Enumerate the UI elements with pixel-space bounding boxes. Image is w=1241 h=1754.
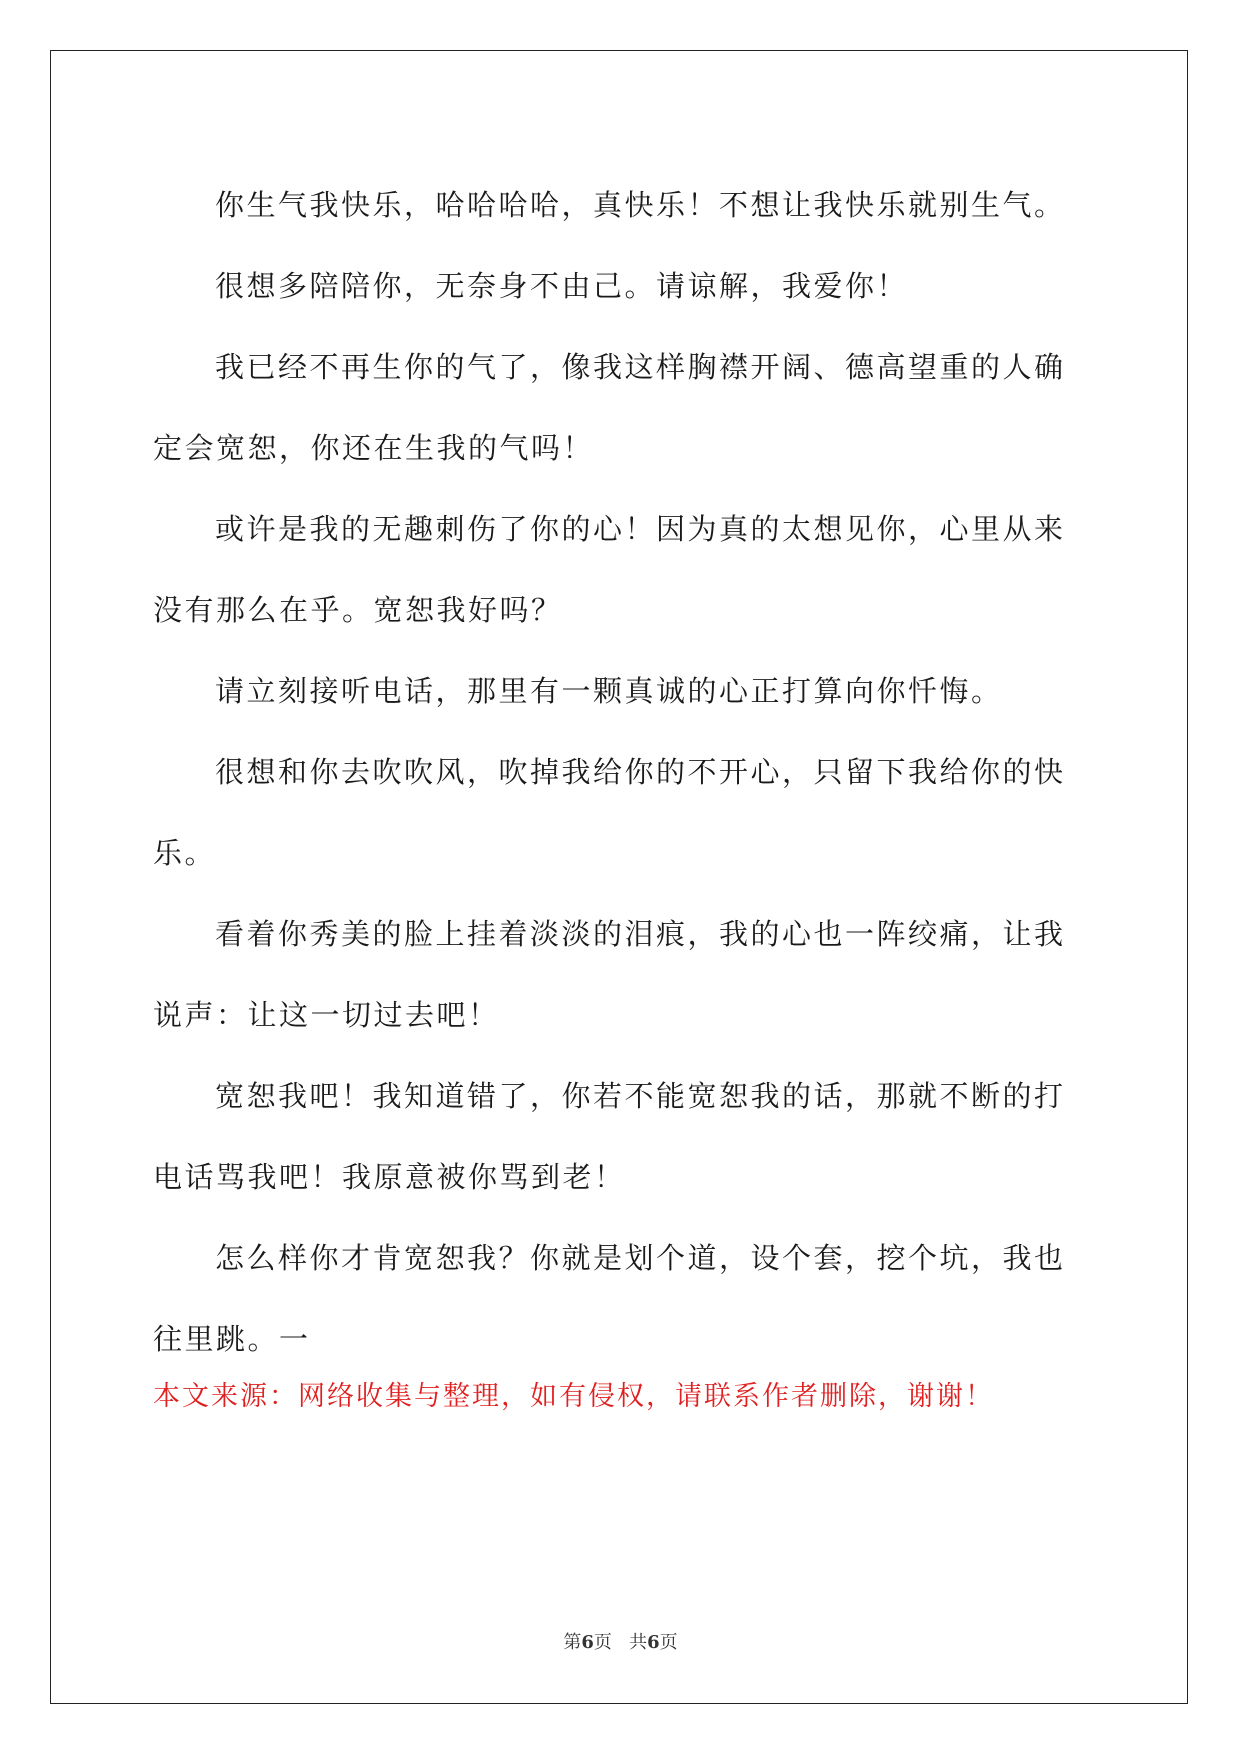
page-suffix: 页: [593, 1632, 612, 1653]
source-note: 本文来源：网络收集与整理，如有侵权，请联系作者删除，谢谢！: [153, 1381, 994, 1412]
paragraph: 或许是我的无趣刺伤了你的心！因为真的太想见你，心里从来没有那么在乎。宽恕我好吗？: [153, 512, 1066, 627]
paragraph: 我已经不再生你的气了，像我这样胸襟开阔、德高望重的人确定会宽恕，你还在生我的气吗！: [153, 350, 1066, 465]
total-prefix: 共: [629, 1632, 648, 1653]
paragraph: 很想和你去吹吹风，吹掉我给你的不开心，只留下我给你的快乐。: [153, 755, 1066, 870]
paragraph: 看着你秀美的脸上挂着淡淡的泪痕，我的心也一阵绞痛，让我说声：让这一切过去吧！: [153, 917, 1066, 1032]
paragraph: 宽恕我吧！我知道错了，你若不能宽恕我的话，那就不断的打电话骂我吧！我原意被你骂到老！: [153, 1079, 1066, 1194]
paragraph: 请立刻接听电话，那里有一颗真诚的心正打算向你忏悔。: [215, 674, 1003, 708]
paragraph: 怎么样你才肯宽恕我？你就是划个道，设个套，挖个坑，我也往里跳。一: [153, 1241, 1066, 1356]
document-body: [153, 165, 1093, 1380]
total-suffix: 页: [659, 1632, 678, 1653]
page-prefix: 第: [563, 1632, 582, 1653]
paragraph: 很想多陪陪你，无奈身不由己。请谅解，我爱你！: [215, 269, 909, 303]
page-footer: [0, 1628, 1241, 1654]
paragraph: 你生气我快乐，哈哈哈哈，真快乐！不想让我快乐就别生气。: [215, 188, 1066, 222]
page-current: 6: [581, 1632, 594, 1653]
page-total: 6: [647, 1632, 660, 1653]
